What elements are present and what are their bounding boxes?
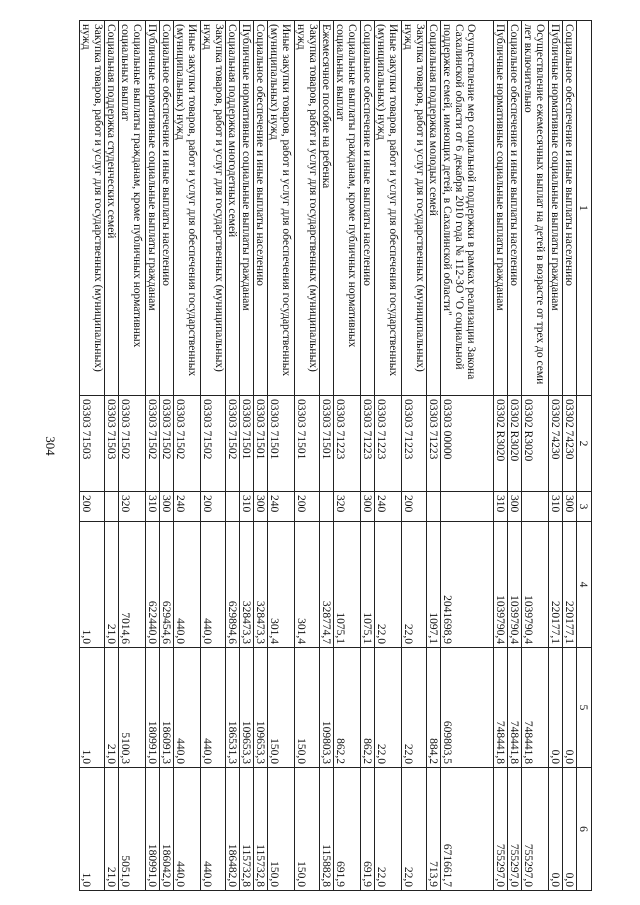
- row-name-cell: Публичные нормативные социальные выплаты гражданам: [240, 21, 254, 396]
- row-value-col6: 22,0: [402, 768, 427, 891]
- row-value-col4: 1075,1: [334, 522, 361, 648]
- row-value-col5: 440,0: [201, 648, 226, 768]
- row-value-col6: 755297,0: [508, 768, 522, 891]
- row-vr-cell: 240: [268, 492, 295, 522]
- row-vr-cell: [522, 492, 549, 522]
- row-value-col5: 884,2: [427, 648, 441, 768]
- row-value-col4: 22,0: [375, 522, 402, 648]
- row-code-cell: 03303 71502: [226, 396, 240, 492]
- row-name-cell: Социальное обеспечение и иные выплаты населению: [254, 21, 268, 396]
- header-cell: 5: [577, 648, 592, 768]
- row-value-col5: 0,0: [563, 648, 577, 768]
- table-row: [160, 21, 174, 891]
- table-row: [563, 21, 577, 891]
- row-value-col5: 22,0: [375, 648, 402, 768]
- row-value-col6: 755297,0: [494, 768, 508, 891]
- table-row: [119, 21, 146, 891]
- row-code-cell: 03303 71501: [320, 396, 334, 492]
- row-value-col5: 748441,8: [522, 648, 549, 768]
- table-row: [334, 21, 361, 891]
- row-name-cell: Социальная поддержка студенческих семей: [105, 21, 119, 396]
- row-value-col6: 671661,7: [441, 768, 494, 891]
- row-value-col5: 186531,3: [226, 648, 240, 768]
- budget-table: [79, 20, 592, 891]
- row-code-cell: 03303 71223: [427, 396, 441, 492]
- row-name-cell: Закупка товаров, работ и услуг для государственных (муниципальных) нужд: [295, 21, 320, 396]
- row-value-col5: 21,0: [105, 648, 119, 768]
- row-vr-cell: 240: [174, 492, 201, 522]
- row-vr-cell: 310: [146, 492, 160, 522]
- row-name-cell: Иные закупки товаров, работ и услуг для обеспечения государственных (муниципальных) нужд: [375, 21, 402, 396]
- table-row: [494, 21, 508, 891]
- row-value-col6: 22,0: [375, 768, 402, 891]
- row-value-col6: 180991,0: [146, 768, 160, 891]
- table-row: [427, 21, 441, 891]
- row-name-cell: Закупка товаров, работ и услуг для государственных (муниципальных) нужд: [201, 21, 226, 396]
- table-row: [268, 21, 295, 891]
- row-value-col6: 5051,0: [119, 768, 146, 891]
- row-vr-cell: [320, 492, 334, 522]
- row-value-col4: 21,0: [105, 522, 119, 648]
- table-row: [240, 21, 254, 891]
- row-value-col4: 1039790,4: [494, 522, 508, 648]
- row-value-col5: 186091,3: [160, 648, 174, 768]
- row-vr-cell: 200: [201, 492, 226, 522]
- table-row: [441, 21, 494, 891]
- row-value-col4: 7014,6: [119, 522, 146, 648]
- row-name-cell: Социальные выплаты гражданам, кроме публичных нормативных социальных выплат: [334, 21, 361, 396]
- row-code-cell: 03303 71502: [146, 396, 160, 492]
- row-vr-cell: [427, 492, 441, 522]
- table-row: [295, 21, 320, 891]
- row-value-col5: 1,0: [80, 648, 105, 768]
- table-row: [226, 21, 240, 891]
- row-value-col6: 1,0: [80, 768, 105, 891]
- row-value-col4: 629454,6: [160, 522, 174, 648]
- row-value-col5: 440,0: [174, 648, 201, 768]
- row-code-cell: 03303 71501: [268, 396, 295, 492]
- row-value-col5: 109653,3: [240, 648, 254, 768]
- row-vr-cell: 310: [240, 492, 254, 522]
- row-name-cell: Социальная поддержка многодетных семей: [226, 21, 240, 396]
- row-code-cell: 03303 71223: [402, 396, 427, 492]
- page-number: 304: [43, 436, 58, 456]
- row-value-col5: 150,0: [295, 648, 320, 768]
- row-code-cell: 03303 71502: [201, 396, 226, 492]
- table-row: [375, 21, 402, 891]
- row-vr-cell: [441, 492, 494, 522]
- row-value-col4: 328774,7: [320, 522, 334, 648]
- row-value-col6: 440,0: [201, 768, 226, 891]
- row-value-col6: 0,0: [549, 768, 563, 891]
- row-value-col4: 301,4: [268, 522, 295, 648]
- row-value-col4: 220177,1: [549, 522, 563, 648]
- table-row: [201, 21, 226, 891]
- row-value-col6: 186482,0: [226, 768, 240, 891]
- row-value-col6: 755297,0: [522, 768, 549, 891]
- row-name-cell: Ежемесячное пособие на ребенка: [320, 21, 334, 396]
- row-vr-cell: 310: [494, 492, 508, 522]
- row-code-cell: 03302 74230: [563, 396, 577, 492]
- row-value-col4: 2041698,9: [441, 522, 494, 648]
- row-code-cell: 03303 71502: [160, 396, 174, 492]
- row-code-cell: 03303 71501: [240, 396, 254, 492]
- row-vr-cell: [226, 492, 240, 522]
- row-vr-cell: 300: [160, 492, 174, 522]
- row-vr-cell: [105, 492, 119, 522]
- row-name-cell: Социальные выплаты гражданам, кроме публичных нормативных социальных выплат: [119, 21, 146, 396]
- row-code-cell: 03302 R3020: [508, 396, 522, 492]
- row-value-col6: 115732,8: [254, 768, 268, 891]
- row-value-col4: 1,0: [80, 522, 105, 648]
- row-code-cell: 03303 71501: [254, 396, 268, 492]
- table-row: [320, 21, 334, 891]
- row-vr-cell: 200: [402, 492, 427, 522]
- row-name-cell: Публичные нормативные социальные выплаты гражданам: [494, 21, 508, 396]
- table-row: [522, 21, 549, 891]
- table-row: [254, 21, 268, 891]
- row-code-cell: 03303 71223: [361, 396, 375, 492]
- row-value-col5: 748441,8: [508, 648, 522, 768]
- row-code-cell: 03302 74230: [549, 396, 563, 492]
- table-row: [508, 21, 522, 891]
- row-code-cell: 03303 71223: [375, 396, 402, 492]
- row-code-cell: 03303 71223: [334, 396, 361, 492]
- row-code-cell: 03302 R3020: [522, 396, 549, 492]
- row-vr-cell: 320: [334, 492, 361, 522]
- row-value-col4: 622440,0: [146, 522, 160, 648]
- row-value-col4: 440,0: [201, 522, 226, 648]
- row-value-col4: 1039790,4: [522, 522, 549, 648]
- row-name-cell: Иные закупки товаров, работ и услуг для обеспечения государственных (муниципальных) нужд: [268, 21, 295, 396]
- row-value-col4: 328473,3: [240, 522, 254, 648]
- header-cell: 1: [577, 21, 592, 396]
- row-value-col6: 150,0: [295, 768, 320, 891]
- row-vr-cell: 240: [375, 492, 402, 522]
- row-name-cell: Социальное обеспечение и иные выплаты населению: [508, 21, 522, 396]
- row-value-col5: 180991,0: [146, 648, 160, 768]
- row-value-col4: 301,4: [295, 522, 320, 648]
- row-value-col4: 1075,1: [361, 522, 375, 648]
- rotated-page: [62, 20, 592, 890]
- header-cell: 3: [577, 492, 592, 522]
- row-value-col5: 748441,8: [494, 648, 508, 768]
- row-value-col4: 220177,1: [563, 522, 577, 648]
- table-row: [402, 21, 427, 891]
- header-row: [577, 21, 592, 891]
- header-cell: 6: [577, 768, 592, 891]
- row-value-col5: 22,0: [402, 648, 427, 768]
- row-value-col6: 186042,0: [160, 768, 174, 891]
- table-row: [80, 21, 105, 891]
- row-value-col5: 150,0: [268, 648, 295, 768]
- table-row: [361, 21, 375, 891]
- row-vr-cell: 300: [254, 492, 268, 522]
- row-value-col6: 691,9: [361, 768, 375, 891]
- row-name-cell: Публичные нормативные социальные выплаты гражданам: [549, 21, 563, 396]
- row-value-col5: 5100,3: [119, 648, 146, 768]
- row-code-cell: 03302 R3020: [494, 396, 508, 492]
- row-value-col5: 109653,3: [254, 648, 268, 768]
- row-vr-cell: 300: [563, 492, 577, 522]
- row-code-cell: 03303 71501: [295, 396, 320, 492]
- table-body: [80, 21, 577, 891]
- row-value-col4: 328473,3: [254, 522, 268, 648]
- row-code-cell: 03303 71503: [105, 396, 119, 492]
- row-vr-cell: 300: [361, 492, 375, 522]
- row-vr-cell: 200: [80, 492, 105, 522]
- row-value-col4: 1097,1: [427, 522, 441, 648]
- row-value-col6: 21,0: [105, 768, 119, 891]
- row-vr-cell: 320: [119, 492, 146, 522]
- row-value-col5: 0,0: [549, 648, 563, 768]
- row-value-col5: 109803,3: [320, 648, 334, 768]
- header-cell: 4: [577, 522, 592, 648]
- row-name-cell: Социальная поддержка молодых семей: [427, 21, 441, 396]
- row-vr-cell: 200: [295, 492, 320, 522]
- row-value-col6: 150,0: [268, 768, 295, 891]
- table-row: [549, 21, 563, 891]
- table-row: [146, 21, 160, 891]
- row-name-cell: Социальное обеспечение и иные выплаты населению: [563, 21, 577, 396]
- row-value-col5: 609803,5: [441, 648, 494, 768]
- row-name-cell: Иные закупки товаров, работ и услуг для обеспечения государственных (муниципальных) нужд: [174, 21, 201, 396]
- row-value-col6: 0,0: [563, 768, 577, 891]
- row-vr-cell: 300: [508, 492, 522, 522]
- table-row: [174, 21, 201, 891]
- row-name-cell: Закупка товаров, работ и услуг для государственных (муниципальных) нужд: [80, 21, 105, 396]
- row-code-cell: 03303 71502: [119, 396, 146, 492]
- row-value-col4: 1039790,4: [508, 522, 522, 648]
- row-value-col5: 862,2: [334, 648, 361, 768]
- row-name-cell: Публичные нормативные социальные выплаты гражданам: [146, 21, 160, 396]
- row-value-col6: 440,0: [174, 768, 201, 891]
- row-code-cell: 03303 00000: [441, 396, 494, 492]
- table-row: [105, 21, 119, 891]
- budget-table-wrapper: [62, 20, 592, 890]
- row-name-cell: Осуществление мер социальной поддержки в рамках реализации Закона Сахалинской области от 6 декабря 2010 года № 112-ЗО "О социальной поддержке семей, имеющих детей, в Сахалинской области": [441, 21, 494, 396]
- row-value-col6: 115882,8: [320, 768, 334, 891]
- row-value-col6: 713,9: [427, 768, 441, 891]
- row-name-cell: Осуществление ежемесячных выплат на детей в возрасте от трех до семи лет включительно: [522, 21, 549, 396]
- row-value-col6: 691,9: [334, 768, 361, 891]
- row-value-col6: 115732,8: [240, 768, 254, 891]
- row-name-cell: Закупка товаров, работ и услуг для государственных (муниципальных) нужд: [402, 21, 427, 396]
- row-vr-cell: 310: [549, 492, 563, 522]
- row-value-col4: 440,0: [174, 522, 201, 648]
- row-name-cell: Социальное обеспечение и иные выплаты населению: [361, 21, 375, 396]
- row-code-cell: 03303 71503: [80, 396, 105, 492]
- header-cell: 2: [577, 396, 592, 492]
- row-name-cell: Социальное обеспечение и иные выплаты населению: [160, 21, 174, 396]
- row-code-cell: 03303 71502: [174, 396, 201, 492]
- row-value-col5: 862,2: [361, 648, 375, 768]
- row-value-col4: 22,0: [402, 522, 427, 648]
- row-value-col4: 629894,6: [226, 522, 240, 648]
